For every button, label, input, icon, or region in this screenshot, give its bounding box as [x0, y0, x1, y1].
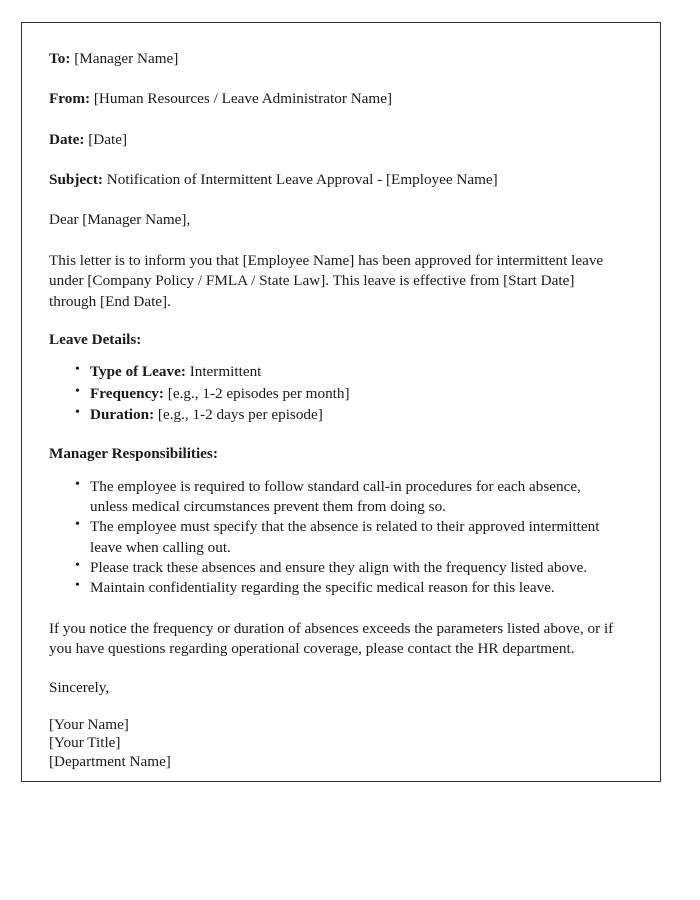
leave-details-list [49, 362, 622, 425]
contact-paragraph: If you notice the frequency or duration of absences exceeds the parameters listed above, or if you have questions regarding operational coverage, please contact the HR department. [49, 619, 614, 658]
intro-paragraph: This letter is to inform you that [Employee Name] has been approved for intermittent leave under [Company Policy / FMLA / State Law]. This leave is effective from [Start Date] through [End Date]. [49, 251, 604, 310]
field-from-value: [Human Resources / Leave Administrator Name] [93, 90, 393, 108]
field-subject [49, 170, 622, 190]
manager-responsibilities-list [49, 477, 622, 599]
list-item [75, 405, 622, 425]
signature-title: [Your Title] [49, 734, 121, 752]
field-to-value: [Manager Name] [74, 50, 179, 67]
field-to-label: To: [49, 50, 71, 67]
leave-detail-value: Intermittent [189, 363, 262, 381]
salutation: Dear [Manager Name], [49, 211, 191, 229]
field-subject-value: Notification of Intermittent Leave Approval - [Employee Name] [106, 171, 498, 189]
list-item: • Please track these absences and ensure they align with the frequency listed above. [75, 558, 622, 578]
manager-responsibilities-heading: Manager Responsibilities: [49, 445, 218, 463]
field-date [49, 130, 622, 150]
field-to [49, 49, 622, 69]
leave-details-heading: Leave Details: [49, 330, 142, 348]
leave-detail-value: [e.g., 1-2 days per episode] [157, 405, 323, 423]
letter-page-border [21, 22, 661, 782]
signature-department: [Department Name] [49, 753, 171, 770]
closing-line: Sincerely, [49, 678, 110, 696]
list-item: • The employee must specify that the absence is related to their approved intermittent leave when calling out. [75, 517, 622, 558]
field-subject-label: Subject: [49, 171, 103, 189]
field-from [49, 89, 622, 109]
field-date-label: Date: [49, 130, 85, 148]
list-item: • Maintain confidentiality regarding the specific medical reason for this leave. [75, 578, 622, 598]
leave-detail-label: Duration: [90, 405, 155, 423]
signature-name: [Your Name] [49, 715, 129, 733]
field-date-value: [Date] [88, 130, 128, 148]
list-item [75, 362, 622, 382]
list-item [75, 384, 622, 404]
letter-body [22, 23, 660, 772]
leave-detail-label: Type of Leave: [90, 363, 186, 381]
leave-detail-value: [e.g., 1-2 episodes per month] [167, 384, 350, 402]
leave-detail-label: Frequency: [90, 384, 164, 402]
list-item: • The employee is required to follow standard call-in procedures for each absence, unless medical circumstances prevent them from doing so. [75, 477, 622, 518]
field-from-label: From: [49, 90, 91, 108]
signature-block [49, 716, 622, 772]
